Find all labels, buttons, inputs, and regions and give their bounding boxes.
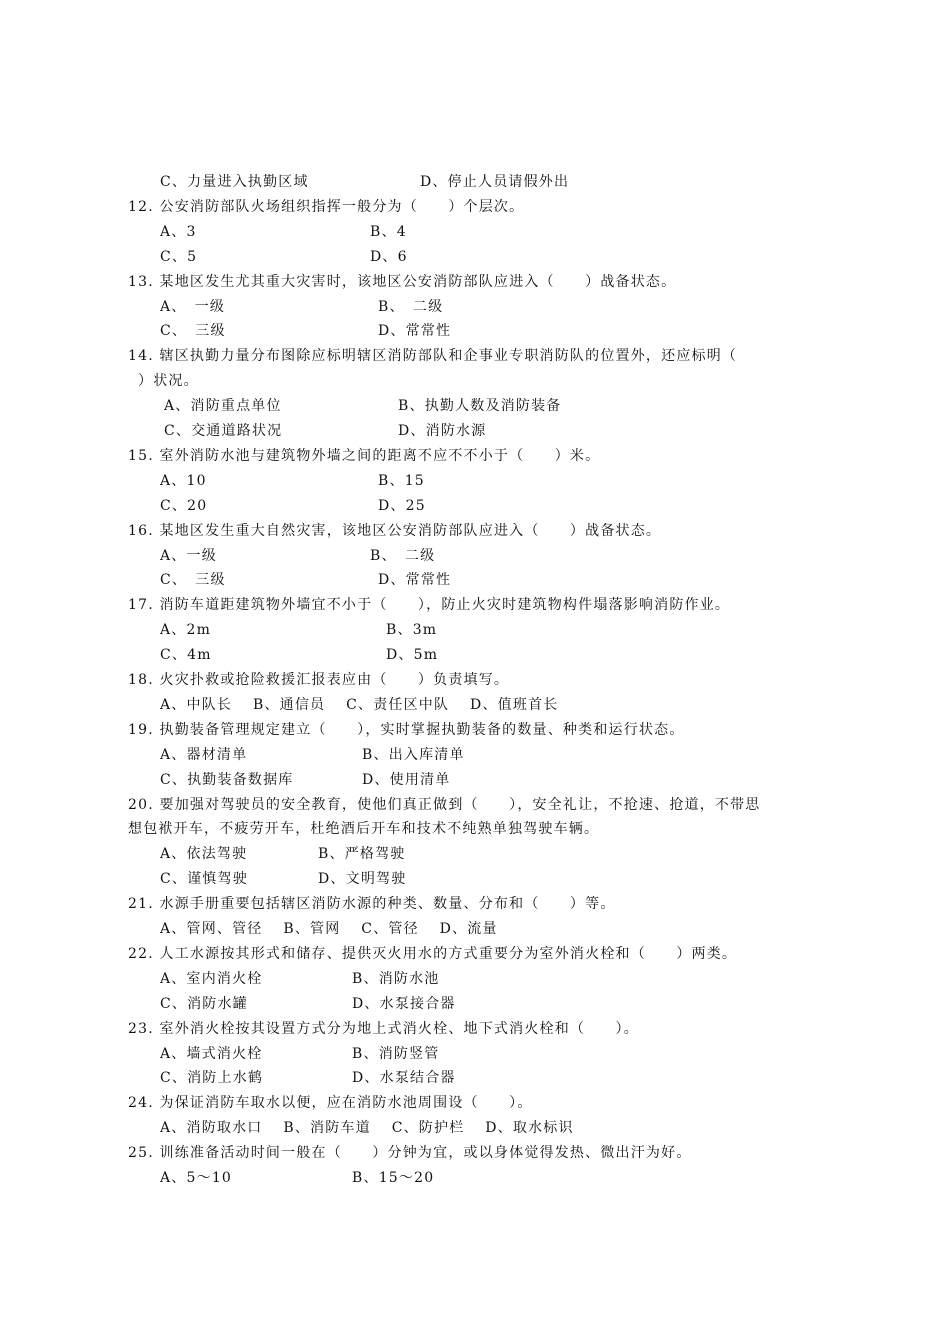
answer-option: A、5～10 <box>160 1170 233 1186</box>
answer-option: D、消防水源 <box>398 423 487 439</box>
answer-option: B、 二级 <box>378 298 444 315</box>
question-text: 23. 室外消火栓按其设置方式分为地上式消火栓、地下式消火栓和（ ）。 <box>128 1020 639 1037</box>
answer-option: C、力量进入执勤区域 <box>160 174 309 190</box>
answer-option: C、 三级 <box>160 572 226 589</box>
question-text: 19. 执勤装备管理规定建立（ ），实时掌握执勤装备的数量、种类和运行状态。 <box>128 721 685 738</box>
answer-option: A、10 <box>160 472 207 489</box>
answer-option: D、6 <box>370 248 408 265</box>
answer-option: A、依法驾驶 <box>160 846 248 863</box>
question-text: 想包袱开车，不疲劳开车，杜绝酒后开车和技术不纯熟单独驾驶车辆。 <box>128 821 600 838</box>
answer-option: A、2m <box>160 622 212 639</box>
answer-option: D、停止人员请假外出 <box>420 174 570 190</box>
answer-option: A、室内消火栓 <box>160 970 263 987</box>
answer-option: A、器材清单 <box>160 746 248 763</box>
answer-option: C、5 <box>160 248 198 265</box>
answer-option: C、执勤装备数据库 <box>160 771 294 788</box>
answer-option: B、15 <box>378 472 425 489</box>
answer-option: B、执勤人数及消防装备 <box>398 398 562 415</box>
answer-option: C、4m <box>160 647 212 664</box>
answer-option: A、中队长 B、通信员 C、责任区中队 D、值班首长 <box>160 696 559 713</box>
answer-option: A、管网、管径 B、管网 C、管径 D、流量 <box>160 921 498 937</box>
answer-option: B、消防水池 <box>352 970 440 987</box>
answer-option: D、文明驾驶 <box>318 871 407 888</box>
answer-option: D、水泵接合器 <box>352 995 456 1012</box>
question-text: 21. 水源手册重要包括辖区消防水源的种类、数量、分布和（ ）等。 <box>128 896 616 913</box>
answer-option: C、消防水罐 <box>160 995 248 1012</box>
answer-option: B、3m <box>386 622 438 639</box>
answer-option: D、5m <box>386 647 439 664</box>
answer-option: C、交通道路状况 <box>164 423 283 439</box>
answer-option: C、消防上水鹤 <box>160 1070 264 1087</box>
question-text: 15. 室外消防水池与建筑物外墙之间的距离不应不不小于（ ）米。 <box>128 447 601 464</box>
question-text: ）状况。 <box>138 373 199 390</box>
question-text: 18. 火灾扑救或抢险救援汇报表应由（ ）负责填写。 <box>128 672 510 688</box>
answer-option: C、 三级 <box>160 323 226 340</box>
answer-option: A、消防取水口 B、消防车道 C、防护栏 D、取水标识 <box>160 1120 574 1137</box>
answer-option: D、水泵结合器 <box>352 1070 456 1087</box>
answer-option: D、25 <box>378 497 426 514</box>
answer-option: B、4 <box>370 223 407 240</box>
question-text: 24. 为保证消防车取水以便，应在消防水池周围设（ ）。 <box>128 1095 533 1112</box>
question-text: 12. 公安消防部队火场组织指挥一般分为（ ）个层次。 <box>128 198 525 215</box>
question-text: 13. 某地区发生尤其重大灾害时，该地区公安消防部队应进入（ ）战备状态。 <box>128 273 677 290</box>
answer-option: A、3 <box>160 223 197 240</box>
answer-option: A、墙式消火栓 <box>160 1045 263 1062</box>
question-text: 25. 训练准备活动时间一般在（ ）分钟为宜，或以身体觉得发热、微出汗为好。 <box>128 1145 692 1162</box>
answer-option: B、出入库清单 <box>362 746 465 763</box>
answer-option: B、消防竖管 <box>352 1045 440 1062</box>
answer-option: D、使用清单 <box>362 771 451 788</box>
question-text: 16. 某地区发生重大自然灾害，该地区公安消防部队应进入（ ）战备状态。 <box>128 522 662 539</box>
answer-option: B、 二级 <box>370 547 436 564</box>
question-text: 20. 要加强对驾驶员的安全教育，使他们真正做到（ ），安全礼让，不抢速、抢道，不带思 <box>128 796 761 813</box>
answer-option: A、一级 <box>160 547 217 564</box>
answer-option: A、 一级 <box>160 298 226 315</box>
answer-option: B、严格驾驶 <box>318 846 406 863</box>
answer-option: D、常常性 <box>378 323 452 340</box>
answer-option: A、消防重点单位 <box>164 398 282 415</box>
answer-option: C、20 <box>160 497 208 514</box>
question-text: 14. 辖区执勤力量分布图除应标明辖区消防部队和企事业专职消防队的位置外，还应标明（ <box>128 348 738 365</box>
answer-option: C、谨慎驾驶 <box>160 871 248 888</box>
question-text: 17. 消防车道距建筑物外墙宜不小于（ ），防止火灾时建筑物构件塌落影响消防作业。 <box>128 597 731 614</box>
question-text: 22. 人工水源按其形式和储存、提供灭火用水的方式重要分为室外消火栓和（ ）两类。 <box>128 945 738 962</box>
answer-option: B、15～20 <box>352 1170 435 1186</box>
answer-option: D、常常性 <box>378 572 452 589</box>
